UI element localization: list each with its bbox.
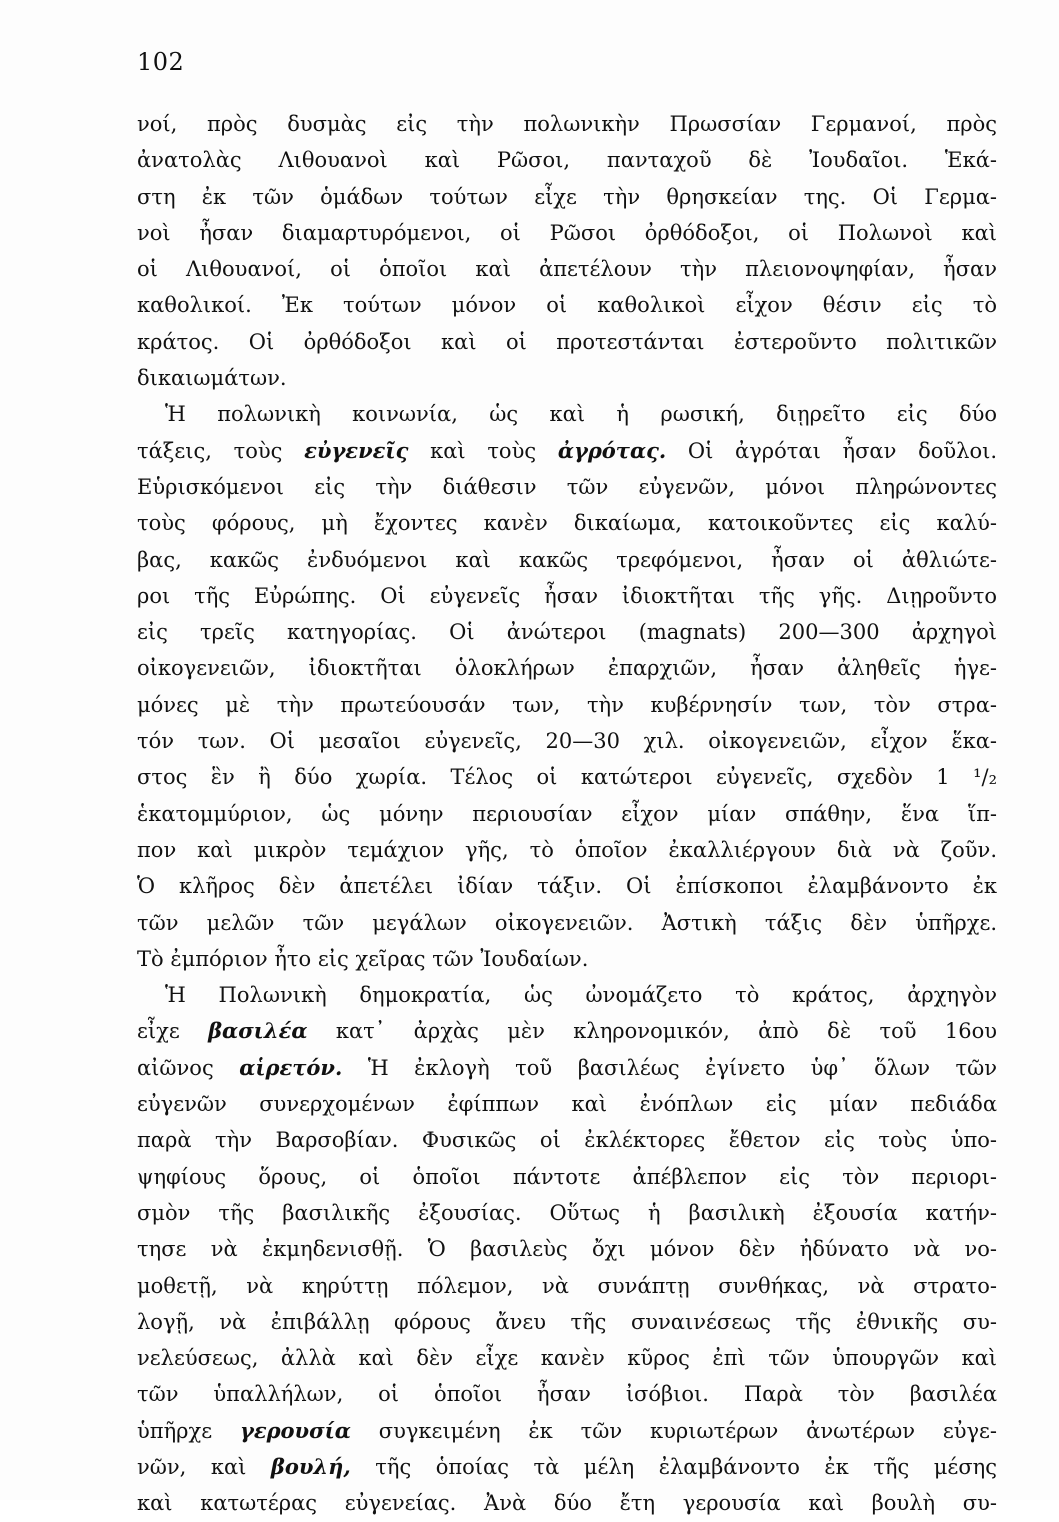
text-segment: εἶχε [137, 1019, 209, 1044]
text-line [137, 215, 997, 251]
emphasized-term: βασιλέα [208, 1018, 308, 1044]
text-line [137, 977, 997, 1013]
body-text [137, 106, 997, 1522]
text-line [137, 1413, 997, 1449]
text-line [137, 759, 997, 795]
text-line [137, 1485, 997, 1521]
text-segment: οἰκογενειῶν, ἰδιοκτῆται ὁλοκλήρων ἐπαρχιῶν, ἦσαν ἀληθεῖς ἡγε- [137, 656, 997, 681]
text-segment: κράτος. Οἱ ὀρθόδοξοι καὶ οἱ προτεστάνται ἐστεροῦντο πολιτικῶν [137, 329, 997, 354]
emphasized-term: γερουσία [239, 1417, 351, 1443]
text-line [137, 650, 997, 686]
text-segment: ὑπῆρχε [137, 1418, 240, 1443]
text-segment: συγκειμένη ἐκ τῶν κυριωτέρων ἀνωτέρων εὐγε- [350, 1418, 997, 1443]
text-segment: τόν των. Οἱ μεσαῖοι εὐγενεῖς, 20—30 χιλ. οἰκογενειῶν, εἶχον ἕκα- [137, 729, 997, 754]
emphasized-term: εὐγενεῖς [304, 437, 409, 463]
text-segment: βας, κακῶς ἐνδυόμενοι καὶ κακῶς τρεφόμενοι, ἦσαν οἱ ἀθλιώτε- [137, 547, 997, 572]
text-segment: δικαιωμάτων. [137, 366, 287, 391]
text-line [137, 1340, 997, 1376]
text-line [137, 578, 997, 614]
text-segment: μόνες μὲ τὴν πρωτεύουσάν των, τὴν κυβέρνησίν των, τὸν στρα- [137, 692, 997, 717]
text-line [137, 396, 997, 432]
text-line [137, 142, 997, 178]
text-line [137, 433, 997, 469]
emphasized-term: βουλή, [270, 1453, 351, 1479]
text-segment: στη ἐκ τῶν ὁμάδων τούτων εἶχε τὴν θρησκείαν της. Οἱ Γερμα- [137, 184, 997, 209]
text-line [137, 1159, 997, 1195]
text-line [137, 796, 997, 832]
text-line [137, 614, 997, 650]
text-segment: τησε νὰ ἐκμηδενισθῇ. Ὁ βασιλεὺς ὄχι μόνον δὲν ἠδύνατο νὰ νο- [137, 1237, 997, 1262]
text-segment: νελεύσεως, ἀλλὰ καὶ δὲν εἶχε κανὲν κῦρος ἐπὶ τῶν ὑπουργῶν καὶ [137, 1346, 997, 1371]
text-segment: τῶν μελῶν τῶν μεγάλων οἰκογενειῶν. Ἀστικὴ τάξις δὲν ὑπῆρχε. [137, 910, 997, 935]
text-segment: τάξεις, τοὺς [137, 438, 305, 463]
text-line [137, 723, 997, 759]
emphasized-term: ἀγρότας. [557, 437, 667, 463]
text-line [137, 1231, 997, 1267]
text-line [137, 287, 997, 323]
text-line [137, 360, 997, 396]
text-segment: ἀνατολὰς Λιθουανοὶ καὶ Ρῶσοι, πανταχοῦ δὲ Ἰουδαῖοι. Ἑκά- [137, 148, 997, 173]
text-line [137, 1122, 997, 1158]
page-number: 102 [137, 48, 185, 76]
text-line [137, 832, 997, 868]
text-segment: παρὰ τὴν Βαρσοβίαν. Φυσικῶς οἱ ἐκλέκτορες ἔθετον εἰς τοὺς ὑπο- [137, 1128, 997, 1153]
text-segment: κατ᾿ ἀρχὰς μὲν κληρονομικόν, ἀπὸ δὲ τοῦ 16ου [307, 1019, 997, 1044]
text-segment: νοὶ ἦσαν διαμαρτυρόμενοι, οἱ Ρῶσοι ὀρθόδοξοι, οἱ Πολωνοὶ καὶ [137, 220, 997, 245]
text-line [137, 1268, 997, 1304]
text-line [137, 106, 997, 142]
text-line [137, 1086, 997, 1122]
text-segment: τῶν ὑπαλλήλων, οἱ ὁποῖοι ἦσαν ἰσόβιοι. Παρὰ τὸν βασιλέα [137, 1382, 997, 1407]
text-segment: Ὁ κλῆρος δὲν ἀπετέλει ἰδίαν τάξιν. Οἱ ἐπίσκοποι ἐλαμβάνοντο ἐκ [137, 874, 997, 899]
text-line [137, 179, 997, 215]
text-line [137, 324, 997, 360]
text-segment: τῆς ὁποίας τὰ μέλη ἐλαμβάνοντο ἐκ τῆς μέσης [350, 1454, 997, 1479]
text-line [137, 1050, 997, 1086]
emphasized-term: αἱρετόν. [239, 1054, 343, 1080]
text-segment: πον καὶ μικρὸν τεμάχιον γῆς, τὸ ὁποῖον ἐκαλλιέργουν διὰ νὰ ζοῦν. [137, 837, 997, 862]
text-line [137, 868, 997, 904]
text-line [137, 687, 997, 723]
text-segment: Εὑρισκόμενοι εἰς τὴν διάθεσιν τῶν εὐγενῶν, μόνοι πληρώνοντες [137, 474, 997, 499]
text-segment: νοί, πρὸς δυσμὰς εἰς τὴν πολωνικὴν Πρωσσίαν Γερμανοί, πρὸς [137, 112, 997, 136]
text-segment: καθολικοί. Ἐκ τούτων μόνον οἱ καθολικοὶ εἶχον θέσιν εἰς τὸ [137, 293, 997, 318]
text-segment: μοθετῇ, νὰ κηρύττῃ πόλεμον, νὰ συνάπτῃ συνθήκας, νὰ στρατο- [137, 1273, 997, 1298]
text-segment: Ἡ πολωνικὴ κοινωνία, ὡς καὶ ἡ ρωσική, διῃρεῖτο εἰς δύο [165, 402, 997, 427]
text-line [137, 469, 997, 505]
text-segment: καὶ κατωτέρας εὐγενείας. Ἀνὰ δύο ἔτη γερουσία καὶ βουλὴ συ- [137, 1491, 997, 1516]
text-line [137, 1304, 997, 1340]
text-line [137, 905, 997, 941]
text-segment: Ἡ ἐκλογὴ τοῦ βασιλέως ἐγίνετο ὑφ᾿ ὅλων τῶν [342, 1055, 997, 1080]
text-segment: Τὸ ἐμπόριον ἦτο εἰς χεῖρας τῶν Ἰουδαίων. [137, 946, 589, 971]
text-segment: εἰς τρεῖς κατηγορίας. Οἱ ἀνώτεροι (magnats) 200—300 ἀρχηγοὶ [137, 620, 997, 645]
text-segment: εὐγενῶν συνερχομένων ἐφίππων καὶ ἐνόπλων εἰς μίαν πεδιάδα [137, 1092, 997, 1117]
text-line [137, 1195, 997, 1231]
text-segment: τοὺς φόρους, μὴ ἔχοντες κανὲν δικαίωμα, κατοικοῦντες εἰς καλύ- [137, 511, 997, 536]
text-line [137, 505, 997, 541]
text-line [137, 1449, 997, 1485]
text-segment: ροι τῆς Εὐρώπης. Οἱ εὐγενεῖς ἦσαν ἰδιοκτῆται τῆς γῆς. Διῃροῦντο [137, 583, 997, 608]
text-line [137, 1376, 997, 1412]
text-segment: αἰῶνος [137, 1055, 240, 1080]
text-line [137, 941, 997, 977]
text-segment: λογῇ, νὰ ἐπιβάλλῃ φόρους ἄνευ τῆς συναινέσεως τῆς ἐθνικῆς συ- [137, 1309, 997, 1334]
text-segment: στος ἓν ἢ δύο χωρία. Τέλος οἱ κατώτεροι εὐγενεῖς, σχεδὸν 1 ¹/₂ [137, 765, 997, 790]
text-segment: σμὸν τῆς βασιλικῆς ἐξουσίας. Οὕτως ἡ βασιλικὴ ἐξουσία κατήν- [137, 1200, 997, 1225]
text-line [137, 1013, 997, 1049]
text-segment: Ἡ Πολωνικὴ δημοκρατία, ὡς ὠνομάζετο τὸ κράτος, ἀρχηγὸν [165, 983, 997, 1008]
text-segment: Οἱ ἀγρόται ἦσαν δοῦλοι. [666, 438, 997, 463]
text-segment: ἑκατομμύριον, ὡς μόνην περιουσίαν εἶχον μίαν σπάθην, ἕνα ἵπ- [137, 801, 997, 826]
text-line [137, 542, 997, 578]
text-segment: καὶ τοὺς [408, 438, 558, 463]
text-segment: νῶν, καὶ [137, 1454, 271, 1479]
text-line [137, 251, 997, 287]
text-segment: ψηφίους ὅρους, οἱ ὁποῖοι πάντοτε ἀπέβλεπον εἰς τὸν περιορι- [137, 1164, 997, 1189]
text-segment: οἱ Λιθουανοί, οἱ ὁποῖοι καὶ ἀπετέλουν τὴν πλειονοψηφίαν, ἦσαν [137, 257, 997, 282]
